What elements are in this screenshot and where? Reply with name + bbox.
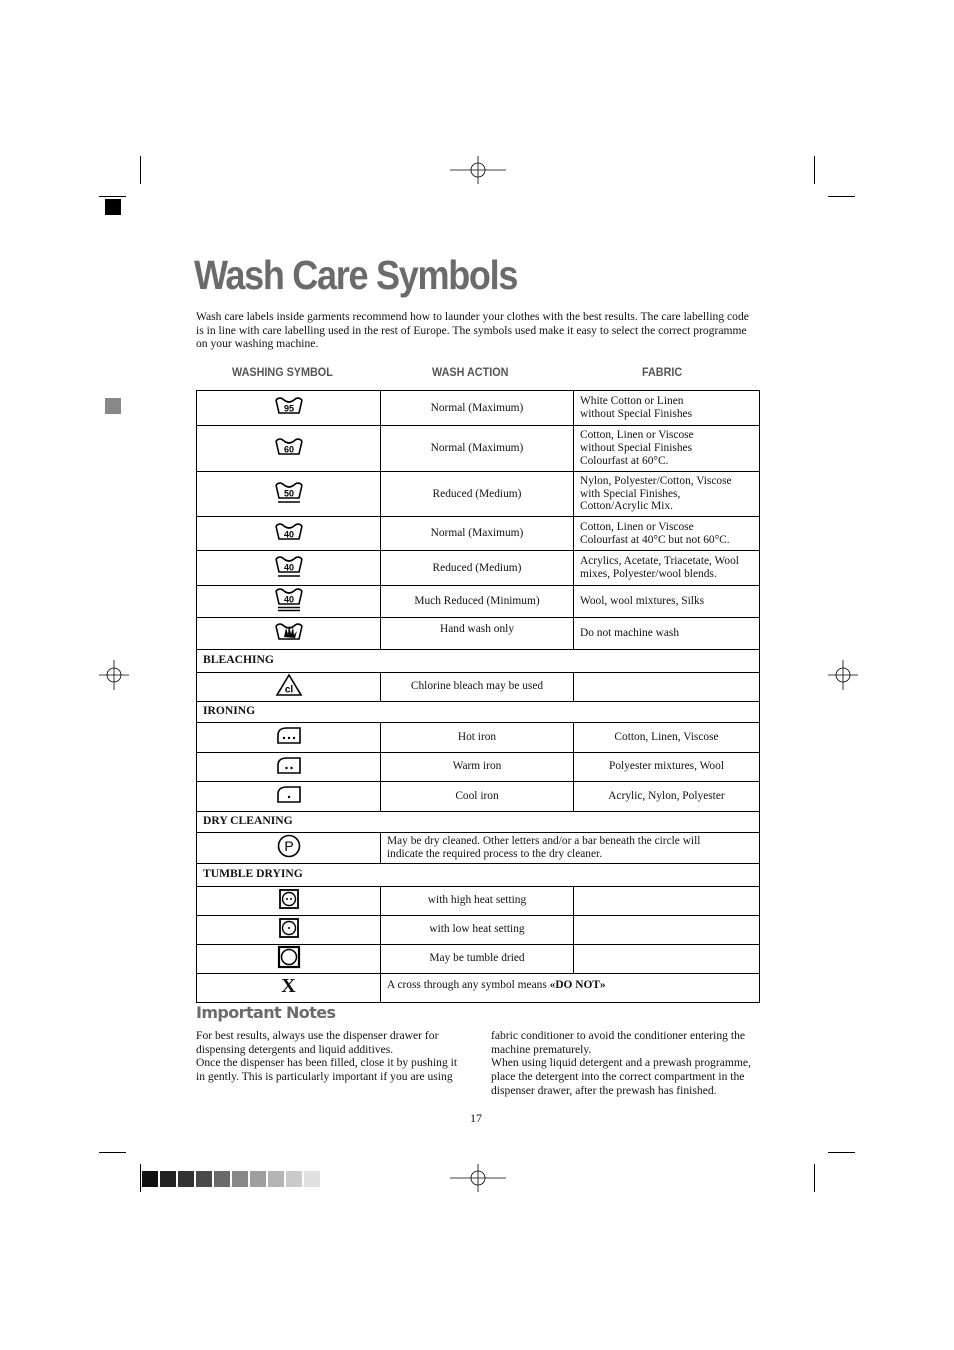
tub-95-icon — [274, 395, 304, 421]
tumble-dry-icon — [277, 945, 301, 973]
table-row — [197, 973, 760, 1002]
tumble-low-heat-icon — [278, 917, 300, 943]
page-title: Wash Care Symbols — [194, 252, 518, 298]
section-row-dry-cleaning — [197, 811, 760, 832]
table-row — [197, 472, 760, 517]
section-row-bleaching — [197, 649, 760, 672]
registration-mark-top — [450, 156, 506, 184]
wash-action: Hot iron — [381, 722, 574, 752]
color-swatch — [142, 1171, 158, 1187]
table-row — [197, 752, 760, 781]
table-row — [197, 781, 760, 811]
tumble-high-heat-icon — [278, 888, 300, 914]
color-swatch — [196, 1171, 212, 1187]
black-corner-block — [105, 199, 121, 215]
color-swatch — [268, 1171, 284, 1187]
fabric-cell — [574, 886, 760, 915]
dry-clean-text: May be dry cleaned. Other letters and/or a bar beneath the circle will indicate the required process to the dry cleaner. — [381, 832, 760, 863]
table-row — [197, 426, 760, 472]
care-symbols-table — [196, 390, 760, 1003]
fabric-cell: Cotton, Linen or Viscose without Special Finishes Colourfast at 60°C. — [574, 426, 760, 472]
wash-action: with low heat setting — [381, 915, 574, 944]
fabric-cell — [574, 944, 760, 973]
fabric-cell: White Cotton or Linen without Special Finishes — [574, 391, 760, 426]
color-swatch — [214, 1171, 230, 1187]
color-swatch — [250, 1171, 266, 1187]
iron-one-dot-icon — [275, 783, 303, 809]
wash-action: Normal (Maximum) — [381, 517, 574, 551]
fabric-cell: Acrylic, Nylon, Polyester — [574, 781, 760, 811]
chlorine-label: cl — [284, 684, 293, 696]
notes-heading: Important Notes — [196, 1003, 336, 1022]
color-swatch — [286, 1171, 302, 1187]
section-heading: IRONING — [197, 701, 760, 722]
page-number: 17 — [470, 1111, 482, 1125]
fabric-cell: Do not machine wash — [574, 617, 760, 649]
section-row-tumble-drying — [197, 863, 760, 886]
wash-action: Normal (Maximum) — [381, 426, 574, 472]
section-row-ironing — [197, 701, 760, 722]
tub-temp-label: 40 — [283, 594, 294, 605]
color-swatch — [160, 1171, 176, 1187]
wash-action: May be tumble dried — [381, 944, 574, 973]
intro-paragraph: Wash care labels inside garments recommend how to launder your clothes with the best results. The care labelling code is in line with care labelling used in the rest of Europe. The symbols used make it easy to select the correct programme on your washing machine. — [196, 310, 749, 351]
section-heading: TUMBLE DRYING — [197, 863, 760, 886]
wash-action: Hand wash only — [381, 617, 574, 649]
tub-40-double-underline-icon — [274, 586, 304, 617]
hand-wash-icon — [274, 619, 304, 647]
registration-mark-bottom — [450, 1164, 506, 1192]
wash-action: Chlorine bleach may be used — [381, 672, 574, 701]
table-row — [197, 517, 760, 551]
table-row — [197, 886, 760, 915]
table-row — [197, 832, 760, 863]
registration-mark-right — [828, 660, 858, 690]
cross-symbol: X — [281, 974, 296, 997]
iron-two-dots-icon — [275, 754, 303, 780]
column-header-symbol: WASHING SYMBOL — [232, 365, 333, 379]
tub-temp-label: 40 — [283, 562, 294, 573]
tub-40-underline-icon — [274, 554, 304, 583]
cross-text: A cross through any symbol means «DO NOT» — [381, 973, 760, 1002]
color-swatch — [304, 1171, 320, 1187]
table-row — [197, 586, 760, 618]
dry-clean-p-icon — [276, 833, 302, 863]
notes-left-column: For best results, always use the dispenser drawer for dispensing detergents and liquid additives. Once the dispenser has been filled, close it by pushing it in gently. This is particularly important if you are using — [196, 1029, 458, 1084]
fabric-cell: Acrylics, Acetate, Triacetate, Wool mixes, Polyester/wool blends. — [574, 551, 760, 586]
fabric-cell: Polyester mixtures, Wool — [574, 752, 760, 781]
table-row — [197, 672, 760, 701]
wash-action: Normal (Maximum) — [381, 391, 574, 426]
grey-side-block — [105, 398, 121, 414]
fabric-cell: Nylon, Polyester/Cotton, Viscose with Special Finishes, Cotton/Acrylic Mix. — [574, 472, 760, 517]
tub-50-underline-icon — [274, 480, 304, 509]
table-row — [197, 722, 760, 752]
wash-action: Reduced (Medium) — [381, 551, 574, 586]
table-row — [197, 391, 760, 426]
tub-40-icon — [274, 521, 304, 547]
tub-60-icon — [274, 436, 304, 462]
fabric-cell: Wool, wool mixtures, Silks — [574, 586, 760, 618]
wash-action: Reduced (Medium) — [381, 472, 574, 517]
wash-action: Cool iron — [381, 781, 574, 811]
section-heading: DRY CLEANING — [197, 811, 760, 832]
notes-right-column: fabric conditioner to avoid the conditioner entering the machine prematurely. When using liquid detergent and a prewash programme, place the detergent into the correct compartment in the dispenser drawer, after the prewash has finished. — [491, 1029, 751, 1097]
column-header-fabric: FABRIC — [642, 365, 683, 379]
table-row — [197, 551, 760, 586]
tub-temp-label: 40 — [283, 529, 294, 540]
chlorine-triangle-icon — [275, 673, 303, 701]
wash-action: Much Reduced (Minimum) — [381, 586, 574, 618]
registration-mark-left — [99, 660, 129, 690]
table-row — [197, 944, 760, 973]
fabric-cell: Cotton, Linen, Viscose — [574, 722, 760, 752]
color-swatch — [178, 1171, 194, 1187]
table-row — [197, 915, 760, 944]
fabric-cell — [574, 672, 760, 701]
fabric-cell — [574, 915, 760, 944]
column-header-action: WASH ACTION — [432, 365, 509, 379]
tub-temp-label: 60 — [283, 444, 294, 455]
fabric-cell: Cotton, Linen or Viscose Colourfast at 40°C but not 60°C. — [574, 517, 760, 551]
iron-three-dots-icon — [275, 724, 303, 750]
table-row — [197, 617, 760, 649]
wash-action: Warm iron — [381, 752, 574, 781]
color-swatch — [232, 1171, 248, 1187]
dry-clean-letter: P — [283, 837, 294, 854]
section-heading: BLEACHING — [197, 649, 760, 672]
wash-action: with high heat setting — [381, 886, 574, 915]
tub-temp-label: 95 — [283, 403, 294, 414]
tub-temp-label: 50 — [283, 488, 294, 499]
